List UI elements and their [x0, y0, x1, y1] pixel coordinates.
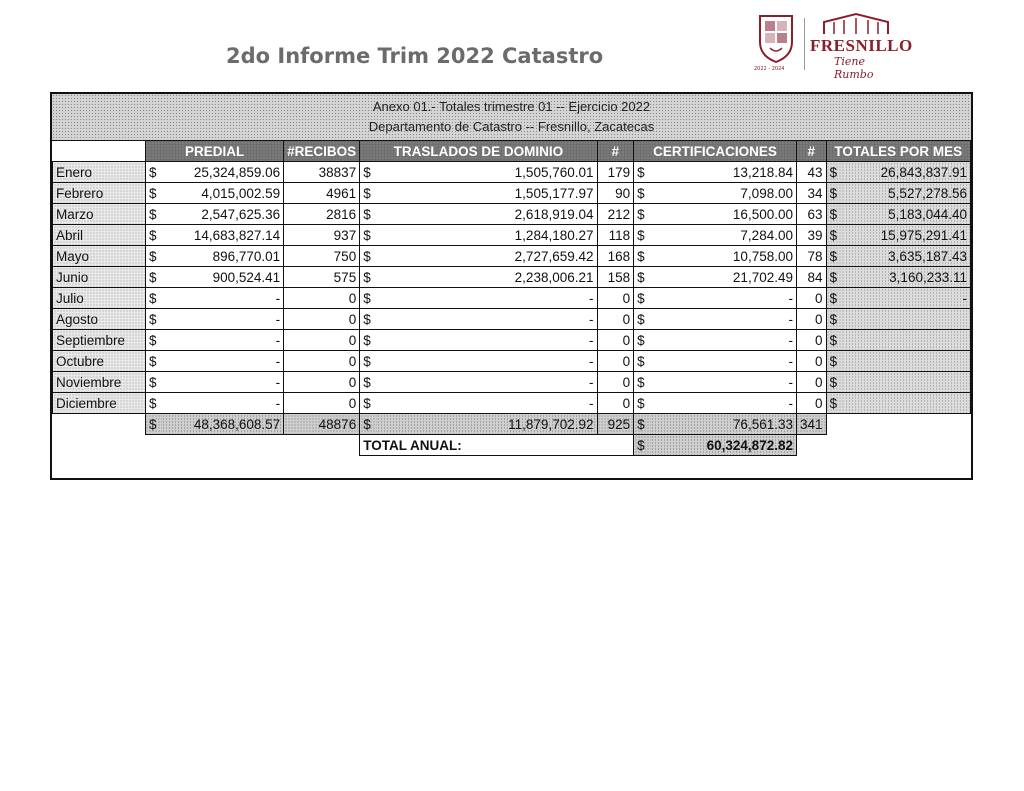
traslados-value: 1,505,760.01 [377, 162, 597, 183]
cert-count: 0 [796, 351, 826, 372]
traslados-value: 2,618,919.04 [377, 204, 597, 225]
currency-sign: $ [145, 183, 162, 204]
month-label: Diciembre [53, 393, 146, 414]
currency-sign: $ [145, 204, 162, 225]
currency-sign: $ [145, 351, 162, 372]
month-total [845, 372, 970, 393]
table-row [53, 309, 971, 330]
annual-total-row [53, 435, 971, 456]
traslados-count: 118 [597, 225, 634, 246]
table-row [53, 267, 971, 288]
col-recibos: #RECIBOS [284, 141, 360, 162]
currency-sign: $ [634, 246, 651, 267]
table-row [53, 225, 971, 246]
month-total: - [845, 288, 970, 309]
table-row [53, 162, 971, 183]
currency-sign: $ [360, 393, 377, 414]
month-total [845, 393, 970, 414]
currency-sign: $ [634, 309, 651, 330]
cert-count: 0 [796, 372, 826, 393]
currency-sign: $ [145, 372, 162, 393]
annual-total-value: 60,324,872.82 [651, 435, 797, 456]
table-row [53, 246, 971, 267]
table-row [53, 351, 971, 372]
cert-count: 78 [796, 246, 826, 267]
cert-value: - [651, 351, 797, 372]
currency-sign: $ [145, 330, 162, 351]
currency-sign: $ [826, 330, 845, 351]
currency-sign: $ [360, 309, 377, 330]
traslados-value: 2,238,006.21 [377, 267, 597, 288]
currency-sign: $ [145, 288, 162, 309]
data-grid [52, 140, 971, 456]
logo-divider [804, 18, 805, 70]
currency-sign: $ [826, 162, 845, 183]
traslados-value: 2,727,659.42 [377, 246, 597, 267]
month-total: 15,975,291.41 [845, 225, 970, 246]
total-cert-count: 341 [796, 414, 826, 435]
month-label: Marzo [53, 204, 146, 225]
currency-sign: $ [634, 393, 651, 414]
predial-value: 896,770.01 [162, 246, 283, 267]
currency-sign: $ [634, 330, 651, 351]
predial-value: 2,547,625.36 [162, 204, 283, 225]
cert-count: 39 [796, 225, 826, 246]
traslados-value: - [377, 372, 597, 393]
annual-total-label: TOTAL ANUAL: [360, 435, 634, 456]
predial-value: - [162, 372, 283, 393]
currency-sign: $ [360, 204, 377, 225]
currency-sign: $ [826, 225, 845, 246]
cert-value: 7,098.00 [651, 183, 797, 204]
currency-sign: $ [634, 225, 651, 246]
currency-sign: $ [360, 414, 377, 435]
currency-sign: $ [145, 246, 162, 267]
cert-value: - [651, 393, 797, 414]
currency-sign: $ [634, 435, 651, 456]
month-label: Abril [53, 225, 146, 246]
document-title: 2do Informe Trim 2022 Catastro [226, 44, 604, 68]
brand-slogan: Tiene Rumbo [834, 55, 874, 81]
month-label: Noviembre [53, 372, 146, 393]
currency-sign: $ [634, 183, 651, 204]
traslados-value: - [377, 309, 597, 330]
column-header-row [53, 141, 971, 162]
recibos-count: 0 [284, 393, 360, 414]
currency-sign: $ [826, 372, 845, 393]
table-header [52, 94, 971, 141]
currency-sign: $ [634, 351, 651, 372]
traslados-count: 90 [597, 183, 634, 204]
col-certificaciones: CERTIFICACIONES [634, 141, 797, 162]
col-predial: PREDIAL [145, 141, 283, 162]
currency-sign: $ [826, 267, 845, 288]
month-label: Febrero [53, 183, 146, 204]
currency-sign: $ [634, 288, 651, 309]
recibos-count: 0 [284, 372, 360, 393]
recibos-count: 0 [284, 309, 360, 330]
recibos-count: 0 [284, 351, 360, 372]
traslados-value: - [377, 351, 597, 372]
currency-sign: $ [634, 372, 651, 393]
month-label: Agosto [53, 309, 146, 330]
cert-count: 0 [796, 330, 826, 351]
total-recibos: 48876 [284, 414, 360, 435]
table-row [53, 204, 971, 225]
fresnillo-logo [752, 12, 913, 81]
cert-count: 34 [796, 183, 826, 204]
total-predial: 48,368,608.57 [162, 414, 283, 435]
brand-name: FRESNILLO [810, 36, 913, 55]
month-total [845, 330, 970, 351]
currency-sign: $ [634, 267, 651, 288]
currency-sign: $ [145, 162, 162, 183]
traslados-count: 158 [597, 267, 634, 288]
month-total [845, 351, 970, 372]
cert-count: 63 [796, 204, 826, 225]
total-traslados-count: 925 [597, 414, 634, 435]
month-total: 3,635,187.43 [845, 246, 970, 267]
currency-sign: $ [826, 288, 845, 309]
administration-years: 2022 - 2024 [754, 66, 785, 72]
traslados-count: 179 [597, 162, 634, 183]
predial-value: - [162, 351, 283, 372]
cert-count: 0 [796, 288, 826, 309]
col-traslados-count: # [597, 141, 634, 162]
traslados-count: 0 [597, 393, 634, 414]
recibos-count: 4961 [284, 183, 360, 204]
cert-count: 0 [796, 309, 826, 330]
predial-value: 900,524.41 [162, 267, 283, 288]
traslados-value: - [377, 330, 597, 351]
cert-value: 16,500.00 [651, 204, 797, 225]
currency-sign: $ [360, 288, 377, 309]
cert-value: 10,758.00 [651, 246, 797, 267]
month-label: Mayo [53, 246, 146, 267]
recibos-count: 0 [284, 288, 360, 309]
currency-sign: $ [360, 372, 377, 393]
currency-sign: $ [360, 183, 377, 204]
traslados-count: 0 [597, 372, 634, 393]
recibos-count: 0 [284, 330, 360, 351]
table-header-line2: Departamento de Catastro -- Fresnillo, Zacatecas [368, 119, 655, 134]
month-total [845, 309, 970, 330]
cert-value: - [651, 309, 797, 330]
traslados-value: - [377, 288, 597, 309]
table-row [53, 393, 971, 414]
predial-value: - [162, 288, 283, 309]
recibos-count: 937 [284, 225, 360, 246]
month-total: 5,183,044.40 [845, 204, 970, 225]
currency-sign: $ [145, 267, 162, 288]
cert-value: 13,218.84 [651, 162, 797, 183]
total-cert: 76,561.33 [651, 414, 797, 435]
month-label: Octubre [53, 351, 146, 372]
traslados-count: 0 [597, 309, 634, 330]
cert-value: - [651, 288, 797, 309]
table-header-line1: Anexo 01.- Totales trimestre 01 -- Ejercicio 2022 [372, 99, 651, 114]
currency-sign: $ [826, 183, 845, 204]
col-traslados: TRASLADOS DE DOMINIO [360, 141, 597, 162]
table-row [53, 183, 971, 204]
currency-sign: $ [360, 267, 377, 288]
currency-sign: $ [360, 225, 377, 246]
predial-value: - [162, 393, 283, 414]
catastro-summary-table [50, 92, 973, 480]
totals-row [53, 414, 971, 435]
table-row [53, 330, 971, 351]
currency-sign: $ [145, 225, 162, 246]
month-label: Julio [53, 288, 146, 309]
currency-sign: $ [145, 309, 162, 330]
month-label: Enero [53, 162, 146, 183]
currency-sign: $ [634, 414, 651, 435]
col-totales: TOTALES POR MES [826, 141, 970, 162]
currency-sign: $ [360, 246, 377, 267]
traslados-value: 1,284,180.27 [377, 225, 597, 246]
traslados-count: 0 [597, 330, 634, 351]
currency-sign: $ [634, 204, 651, 225]
predial-value: - [162, 309, 283, 330]
predial-value: - [162, 330, 283, 351]
traslados-value: 1,505,177.97 [377, 183, 597, 204]
month-total: 5,527,278.56 [845, 183, 970, 204]
predial-value: 25,324,859.06 [162, 162, 283, 183]
predial-value: 4,015,002.59 [162, 183, 283, 204]
month-total: 26,843,837.91 [845, 162, 970, 183]
total-traslados: 11,879,702.92 [377, 414, 597, 435]
traslados-count: 212 [597, 204, 634, 225]
currency-sign: $ [826, 204, 845, 225]
recibos-count: 38837 [284, 162, 360, 183]
recibos-count: 575 [284, 267, 360, 288]
traslados-count: 168 [597, 246, 634, 267]
table-row [53, 372, 971, 393]
table-row [53, 288, 971, 309]
currency-sign: $ [360, 162, 377, 183]
municipal-seal-icon [756, 12, 796, 64]
traslados-count: 0 [597, 288, 634, 309]
recibos-count: 2816 [284, 204, 360, 225]
currency-sign: $ [826, 351, 845, 372]
traslados-count: 0 [597, 351, 634, 372]
currency-sign: $ [826, 393, 845, 414]
currency-sign: $ [826, 246, 845, 267]
currency-sign: $ [826, 309, 845, 330]
month-label: Septiembre [53, 330, 146, 351]
traslados-value: - [377, 393, 597, 414]
currency-sign: $ [360, 330, 377, 351]
cert-value: 7,284.00 [651, 225, 797, 246]
currency-sign: $ [145, 414, 162, 435]
cert-value: - [651, 330, 797, 351]
month-label: Junio [53, 267, 146, 288]
cert-value: - [651, 372, 797, 393]
cert-count: 84 [796, 267, 826, 288]
currency-sign: $ [145, 393, 162, 414]
col-cert-count: # [796, 141, 826, 162]
predial-value: 14,683,827.14 [162, 225, 283, 246]
cert-count: 43 [796, 162, 826, 183]
cert-count: 0 [796, 393, 826, 414]
cert-value: 21,702.49 [651, 267, 797, 288]
month-total: 3,160,233.11 [845, 267, 970, 288]
currency-sign: $ [634, 162, 651, 183]
recibos-count: 750 [284, 246, 360, 267]
currency-sign: $ [360, 351, 377, 372]
